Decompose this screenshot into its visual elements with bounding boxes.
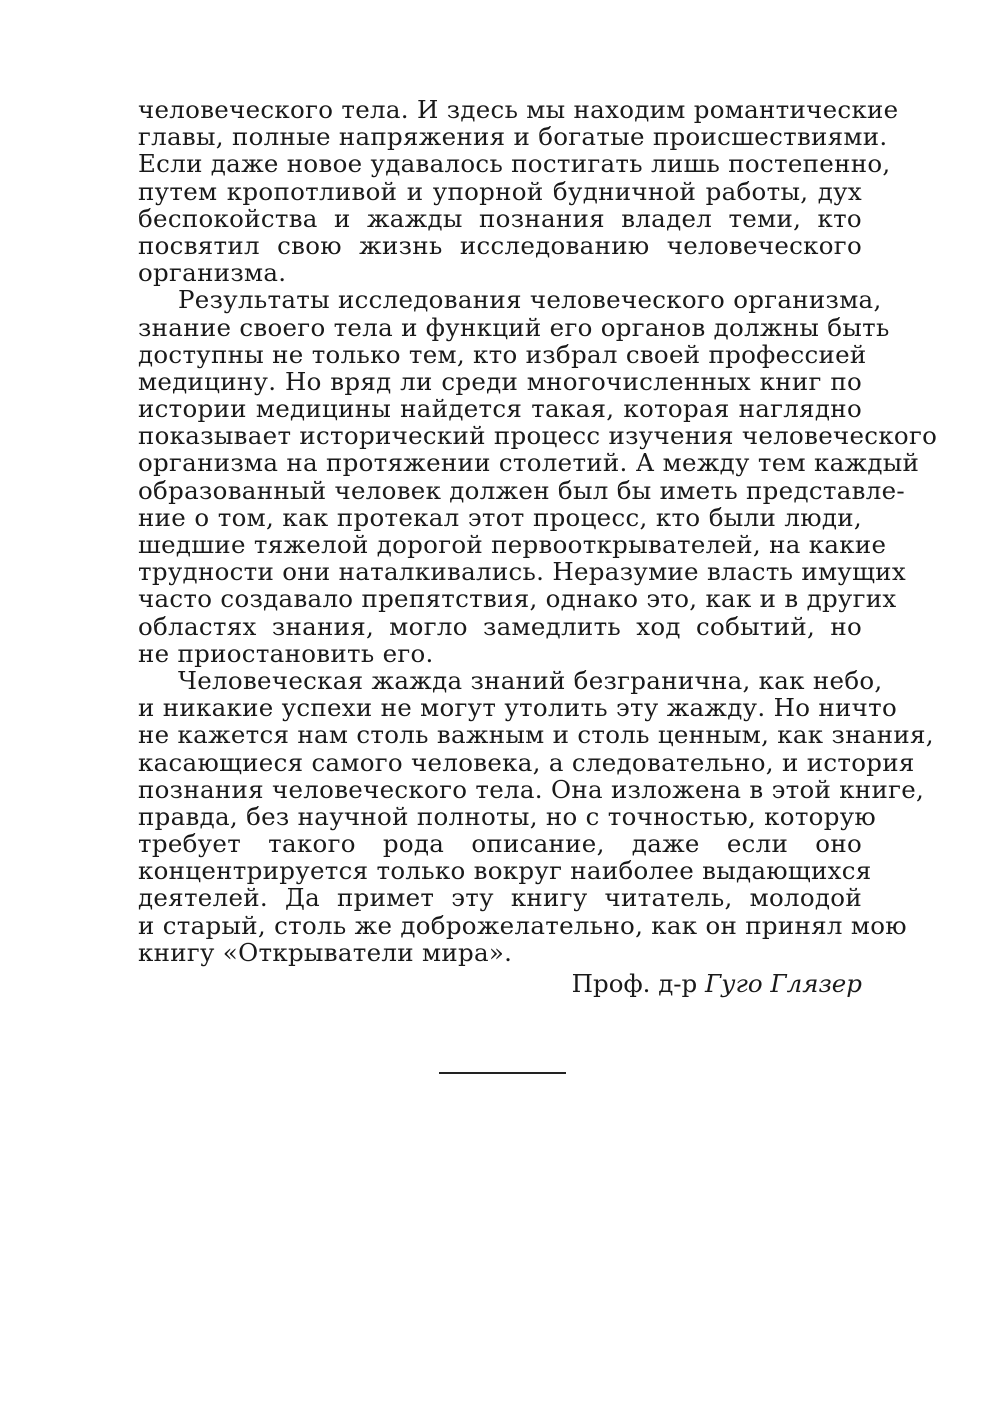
text-line: знание своего тела и функций его органов должны быть [138,312,890,342]
author-name: Гуго Глязер [705,969,862,998]
text-line: часто создавало препятствия, однако это, как и в других [138,584,897,614]
text-line: не кажется нам столь важным и столь ценным, как знания, [138,720,934,750]
text-line: познания человеческого тела. Она изложена в этой книге, [138,774,925,804]
text-line: главы, полные напряжения и богатые происшествиями. [138,122,888,152]
text-line: концентрируется только вокруг наиболее выдающихся [138,856,872,886]
text-line: книгу «Открыватели мира». [138,937,513,967]
author-title: Проф. д-р [571,969,698,998]
text-line: организма. [138,258,287,288]
text-line: правда, без научной полноты, но с точностью, которую [138,801,877,831]
text-line: доступны не только тем, кто избрал своей профессией [138,339,867,369]
text-line: не приостановить его. [138,638,434,668]
text-line: Человеческая жажда знаний безгранична, как небо, [178,665,883,695]
section-divider [439,1072,566,1074]
text-line: трудности они наталкивались. Неразумие власть имущих [138,557,906,587]
text-line: истории медицины найдется такая, которая наглядно [138,394,862,424]
text-line: беспокойства и жажды познания владел теми, кто [138,203,862,233]
text-line: ние о том, как протекал этот процесс, кто были люди, [138,502,862,532]
text-line: и старый, столь же доброжелательно, как он принял мою [138,910,907,940]
author-signature [572,970,862,998]
text-line: касающиеся самого человека, а следовательно, и история [138,747,915,777]
text-line: областях знания, могло замедлить ход событий, но [138,611,862,641]
text-line: Результаты исследования человеческого организма, [178,285,882,315]
text-line: организма на протяжении столетий. А между тем каждый [138,448,920,478]
text-line: показывает исторический процесс изучения человеческого [138,421,938,451]
text-line: требует такого рода описание, даже если оно [138,829,862,859]
text-line: деятелей. Да примет эту книгу читатель, молодой [138,883,862,913]
text-line: путем кропотливой и упорной будничной работы, дух [138,176,862,206]
text-line: медицину. Но вряд ли среди многочисленных книг по [138,366,862,396]
text-line: шедшие тяжелой дорогой первооткрывателей, на какие [138,530,887,559]
text-line: и никакие успехи не могут утолить эту жажду. Но ничто [138,693,898,723]
text-line: человеческого тела. И здесь мы находим романтические [138,95,899,124]
text-line: Если даже новое удавалось постигать лишь постепенно, [138,149,891,179]
body-text [138,95,938,967]
text-line: посвятил свою жизнь исследованию человеческого [138,230,862,260]
text-line: образованный человек должен был бы иметь представле- [138,475,905,505]
